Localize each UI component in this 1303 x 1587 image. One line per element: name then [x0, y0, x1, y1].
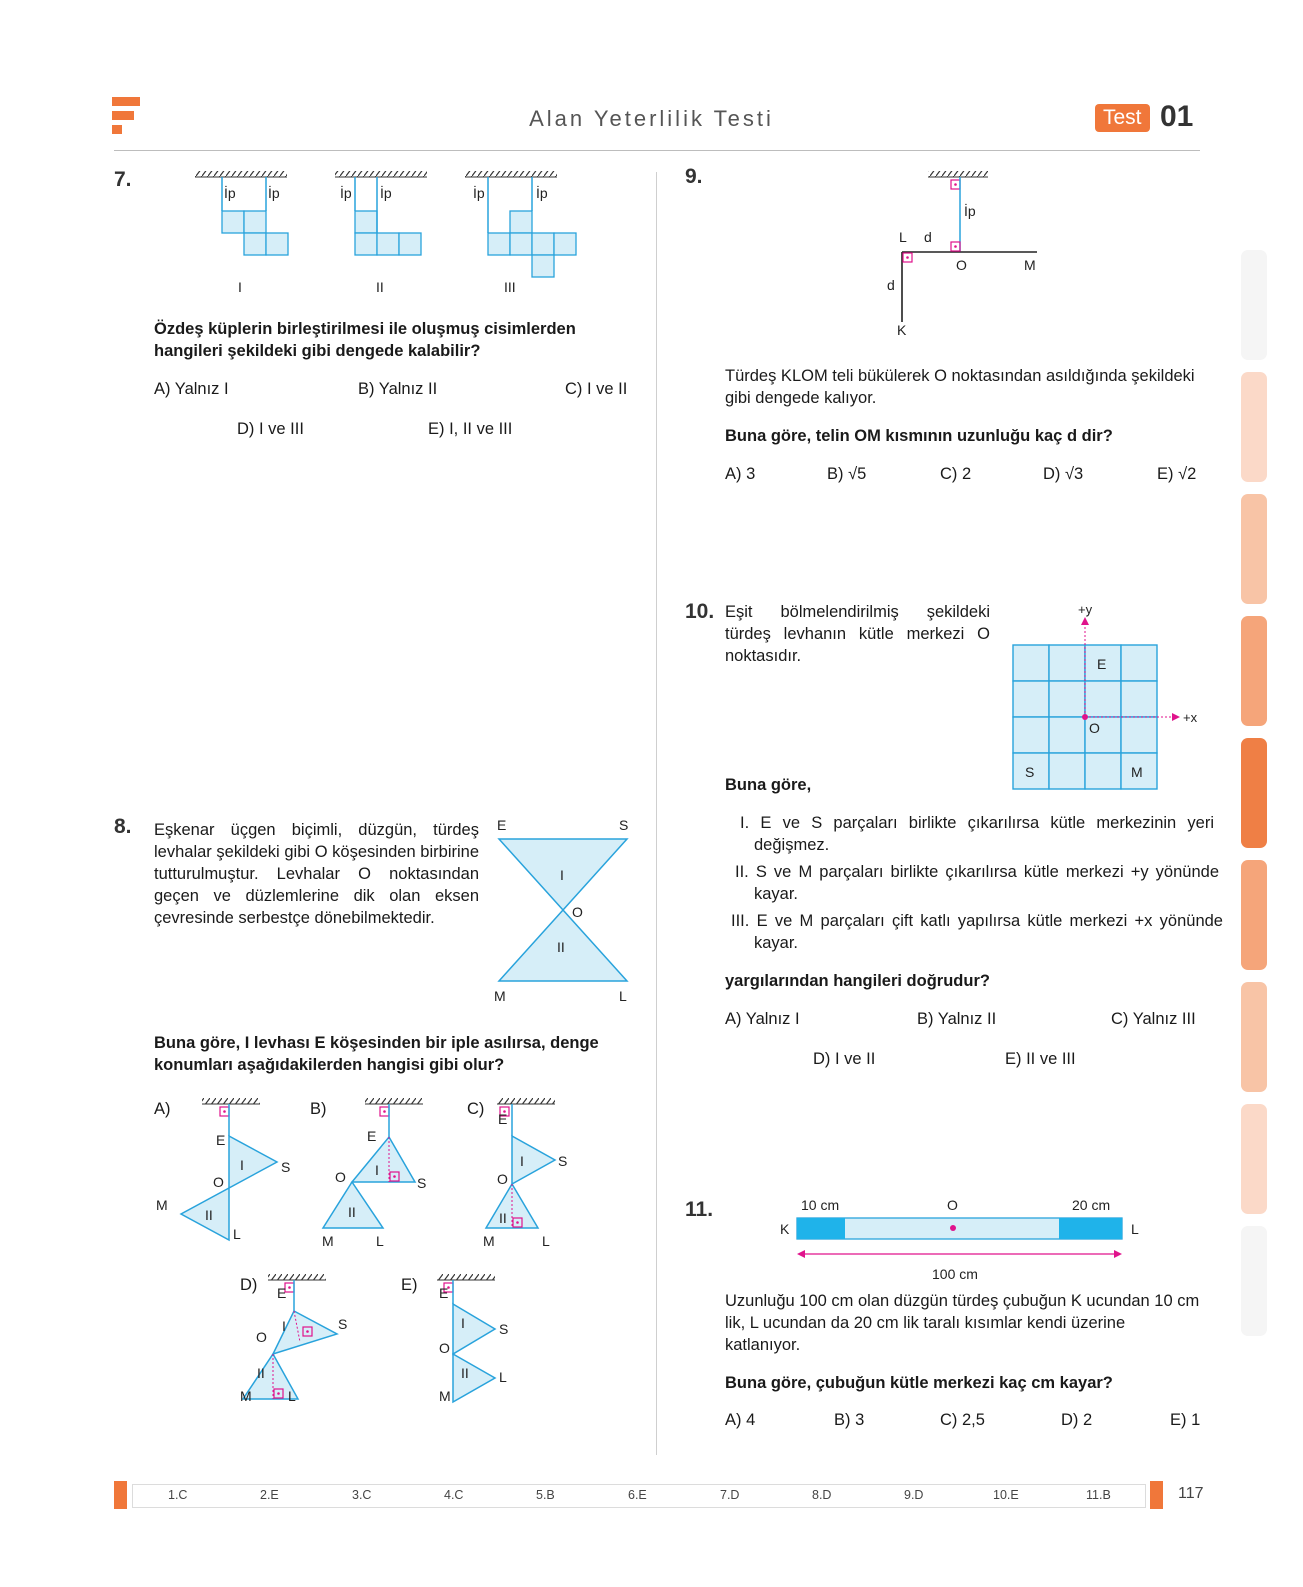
- svg-text:I: I: [520, 1153, 524, 1169]
- q7-option-d[interactable]: D) I ve III: [237, 420, 304, 438]
- svg-text:M: M: [494, 988, 506, 1004]
- q7-rope-label: İp: [268, 185, 280, 201]
- answer-key-item: 5.B: [536, 1488, 555, 1502]
- svg-text:O: O: [213, 1174, 224, 1190]
- header-divider: [114, 150, 1200, 151]
- svg-text:+x: +x: [1183, 710, 1198, 725]
- svg-text:II: II: [205, 1207, 213, 1223]
- column-divider: [656, 172, 657, 1455]
- q9-option-b[interactable]: B) √5: [827, 465, 867, 483]
- svg-text:L: L: [499, 1369, 507, 1385]
- page-title: Alan Yeterlilik Testi: [529, 106, 774, 131]
- q9-option-e[interactable]: E) √2: [1157, 465, 1197, 483]
- q11-number: 11.: [685, 1198, 714, 1221]
- footer-bar-left: [114, 1481, 127, 1509]
- q8-number: 8.: [114, 815, 132, 838]
- q9-text: Türdeş KLOM teli bükülerek O noktasından asıldığında şekildeki gibi dengede kalıyor.: [725, 367, 1195, 407]
- q7-fig1-label: I: [238, 279, 242, 295]
- q7-fig2-label: II: [376, 279, 384, 295]
- svg-text:II: II: [461, 1365, 469, 1381]
- q7-rope-label: İp: [224, 185, 236, 201]
- svg-text:10 cm: 10 cm: [801, 1197, 840, 1213]
- svg-text:L: L: [899, 229, 907, 245]
- answer-key-item: 3.C: [352, 1488, 372, 1502]
- svg-text:I: I: [282, 1318, 286, 1334]
- svg-text:O: O: [947, 1197, 958, 1213]
- test-number: 01: [1160, 100, 1194, 133]
- q8-text: Eşkenar üçgen biçimli, düzgün, türdeş levhalar şekildeki gibi O köşesinden birbirine tutturulmuştur. Levhalar O noktasından geçen ve düzlemlerine dik olan eksen çevresinde serbestçe dönebilmektedir.: [154, 821, 479, 927]
- q11-text: Uzunluğu 100 cm olan düzgün türdeş çubuğun K ucundan 10 cm lik, L ucundan da 20 cm lik taralı kısımlar kendi üzerine katlanıyor.: [725, 1292, 1200, 1354]
- svg-text:L: L: [288, 1388, 296, 1404]
- svg-text:I: I: [375, 1162, 379, 1178]
- svg-text:S: S: [558, 1153, 568, 1169]
- q7-option-e[interactable]: E) I, II ve III: [428, 420, 513, 438]
- q9-figure: [870, 168, 1050, 338]
- svg-text:d: d: [924, 229, 932, 245]
- svg-text:E: E: [498, 1111, 508, 1127]
- q8-option-d-figure: [240, 1274, 390, 1434]
- q11-figure: [775, 1192, 1155, 1282]
- svg-text:O: O: [335, 1169, 346, 1185]
- q9-number: 9.: [685, 165, 703, 188]
- svg-text:+y: +y: [1078, 602, 1093, 617]
- svg-text:S: S: [281, 1159, 291, 1175]
- svg-text:II: II: [348, 1204, 356, 1220]
- q7-fig3-label: III: [504, 279, 516, 295]
- svg-text:L: L: [619, 988, 627, 1004]
- svg-text:E: E: [277, 1285, 287, 1301]
- q10-option-b[interactable]: B) Yalnız II: [917, 1010, 997, 1028]
- q8-option-d[interactable]: D): [240, 1276, 258, 1294]
- q7-rope-label: İp: [340, 185, 352, 201]
- q10-figure: [1010, 602, 1205, 795]
- q7-option-b[interactable]: B) Yalnız II: [358, 380, 438, 398]
- svg-text:M: M: [483, 1233, 495, 1249]
- svg-text:S: S: [619, 817, 629, 833]
- q10-question: yargılarından hangileri doğrudur?: [725, 972, 990, 990]
- svg-text:E: E: [367, 1128, 377, 1144]
- svg-text:O: O: [439, 1340, 450, 1356]
- q7-rope-label: İp: [380, 185, 392, 201]
- svg-text:İp: İp: [964, 203, 976, 219]
- q10-statement-3: III. E ve M parçaları çift katlı yapılırsa kütle merkezi +x yönünde kayar.: [731, 912, 1223, 952]
- svg-text:K: K: [897, 322, 907, 338]
- q7-question: Özdeş küplerin birleştirilmesi ile oluşmuş cisimlerden hangileri şekildeki gibi dengede kalabilir?: [154, 320, 576, 360]
- svg-text:L: L: [1131, 1221, 1139, 1237]
- svg-text:S: S: [417, 1175, 427, 1191]
- q10-statement-1: I. E ve S parçaları birlikte çıkarılırsa kütle merkezinin yeri değişmez.: [740, 814, 1214, 854]
- q9-option-a[interactable]: A) 3: [725, 465, 756, 483]
- svg-text:E: E: [439, 1285, 449, 1301]
- q8-option-b[interactable]: B): [310, 1100, 327, 1118]
- q9-option-c[interactable]: C) 2: [940, 465, 972, 483]
- answer-key-item: 8.D: [812, 1488, 832, 1502]
- svg-text:M: M: [1131, 764, 1143, 780]
- q10-text: Eşit bölmelendirilmiş şekildeki türdeş levhanın kütle merkezi O noktasıdır.: [725, 603, 990, 665]
- svg-text:L: L: [376, 1233, 384, 1249]
- q10-option-d[interactable]: D) I ve II: [813, 1050, 876, 1068]
- q9-question: Buna göre, telin OM kısmının uzunluğu kaç d dir?: [725, 427, 1113, 445]
- svg-text:20 cm: 20 cm: [1072, 1197, 1111, 1213]
- answer-key-item: 10.E: [993, 1488, 1019, 1502]
- svg-text:O: O: [956, 257, 967, 273]
- q10-option-e[interactable]: E) II ve III: [1005, 1050, 1076, 1068]
- svg-text:E: E: [216, 1132, 226, 1148]
- q10-option-a[interactable]: A) Yalnız I: [725, 1010, 800, 1028]
- q8-option-e-figure: [425, 1274, 535, 1434]
- svg-text:E: E: [497, 817, 507, 833]
- svg-text:O: O: [1089, 720, 1100, 736]
- q8-figure: [492, 815, 637, 1005]
- answer-key-item: 6.E: [628, 1488, 647, 1502]
- q10-number: 10.: [685, 600, 715, 623]
- svg-text:S: S: [338, 1316, 348, 1332]
- footer-bar-right: [1150, 1481, 1163, 1509]
- svg-text:S: S: [1025, 764, 1035, 780]
- q10-option-c[interactable]: C) Yalnız III: [1111, 1010, 1196, 1028]
- svg-text:M: M: [240, 1388, 252, 1404]
- svg-text:L: L: [233, 1226, 241, 1242]
- q7-figure: [190, 168, 610, 303]
- svg-text:L: L: [542, 1233, 550, 1249]
- svg-text:O: O: [572, 904, 583, 920]
- svg-text:II: II: [257, 1365, 265, 1381]
- q8-option-b-figure: [320, 1098, 450, 1248]
- svg-text:II: II: [499, 1210, 507, 1226]
- q11-option-b[interactable]: B) 3: [834, 1411, 865, 1429]
- svg-text:M: M: [1024, 257, 1036, 273]
- q8-option-c-figure: [485, 1098, 605, 1258]
- svg-text:II: II: [557, 939, 565, 955]
- q10-lead: Buna göre,: [725, 776, 812, 794]
- svg-text:E: E: [1097, 656, 1107, 672]
- svg-text:O: O: [497, 1171, 508, 1187]
- svg-text:I: I: [560, 867, 564, 883]
- answer-key-item: 7.D: [720, 1488, 740, 1502]
- q11-option-c[interactable]: C) 2,5: [940, 1411, 985, 1429]
- q11-option-e[interactable]: E) 1: [1170, 1411, 1201, 1429]
- page-number: 117: [1178, 1485, 1204, 1502]
- svg-text:d: d: [887, 277, 895, 293]
- svg-text:M: M: [322, 1233, 334, 1249]
- q8-option-e[interactable]: E): [401, 1276, 418, 1294]
- svg-text:K: K: [780, 1221, 790, 1237]
- q7-option-c[interactable]: C) I ve II: [565, 380, 628, 398]
- svg-text:100 cm: 100 cm: [932, 1266, 978, 1282]
- q7-rope-label: İp: [536, 185, 548, 201]
- q11-option-d[interactable]: D) 2: [1061, 1411, 1093, 1429]
- q8-option-a[interactable]: A): [154, 1100, 171, 1118]
- q10-statement-2: II. S ve M parçaları birlikte çıkarılırsa kütle merkezi +y yönünde kayar.: [735, 863, 1219, 903]
- q7-option-a[interactable]: A) Yalnız I: [154, 380, 229, 398]
- q8-option-a-figure: [150, 1098, 310, 1248]
- q9-option-d[interactable]: D) √3: [1043, 465, 1084, 483]
- answer-key-item: 4.C: [444, 1488, 464, 1502]
- svg-text:O: O: [256, 1329, 267, 1345]
- q8-question: Buna göre, I levhası E köşesinden bir iple asılırsa, denge konumları aşağıdakilerden hangisi gibi olur?: [154, 1034, 599, 1074]
- svg-text:M: M: [156, 1197, 168, 1213]
- q8-option-c[interactable]: C): [467, 1100, 485, 1118]
- answer-key-item: 2.E: [260, 1488, 279, 1502]
- q11-question: Buna göre, çubuğun kütle merkezi kaç cm kayar?: [725, 1374, 1113, 1392]
- q11-option-a[interactable]: A) 4: [725, 1411, 756, 1429]
- answer-key-item: 1.C: [168, 1488, 188, 1502]
- q7-rope-label: İp: [473, 185, 485, 201]
- test-badge: Test: [1095, 104, 1150, 132]
- answer-key-item: 9.D: [904, 1488, 924, 1502]
- answer-key-item: 11.B: [1086, 1488, 1111, 1502]
- q7-number: 7.: [114, 168, 132, 191]
- svg-text:I: I: [240, 1157, 244, 1173]
- svg-text:S: S: [499, 1321, 509, 1337]
- svg-text:M: M: [439, 1388, 451, 1404]
- svg-text:I: I: [461, 1315, 465, 1331]
